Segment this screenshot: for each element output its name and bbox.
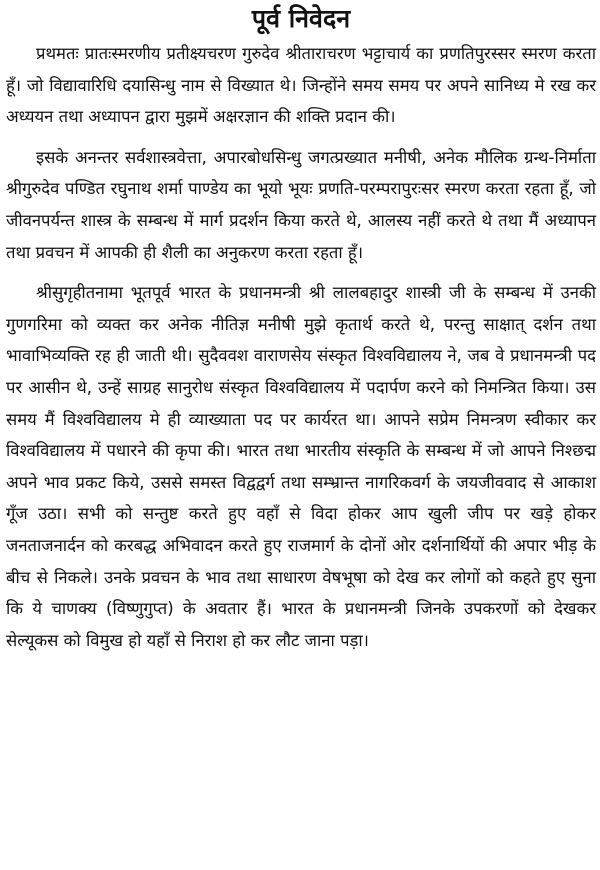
page-title: पूर्व निवेदन [251, 4, 351, 33]
paragraph-3: श्रीसुगृहीतनामा भूतपूर्व भारत के प्रधानमन्त्री श्री लालबहादुर शास्त्री जी के सम्बन्ध में उनकी गुणगरिमा को व्यक्त कर अनेक नीतिज्ञ मनीषी मुझे कृतार्थ करते थे, परन्तु साक्षात् दर्शन तथा भावाभिव्यक्ति रह ही जाती थी। सुदैववश वाराणसेय संस्कृत विश्वविद्यालय ने, जब वे प्रधानमन्त्री पद पर आसीन थे, उन्हें साग्रह सानुरोध संस्कृत विश्वविद्यालय में पदार्पण करने को निमन्त्रित किया। उस समय मैं विश्वविद्यालय मे ही व्याख्याता पद पर कार्यरत था। आपने सप्रेम निमन्त्रण स्वीकार कर विश्वविद्यालय में पधारने की कृपा की। भारत तथा भारतीय संस्कृति के सम्बन्ध में जो आपने निश्छद्म अपने भाव प्रकट किये, उससे समस्त विद्वद्वर्ग तथा सम्भ्रान्त नागरिकवर्ग के जयजीववाद से आकाश गूँज उठा। सभी को सन्तुष्ट करते हुए वहाँ से विदा होकर आप खुली जीप पर खड़े होकर जनताजनार्दन को करबद्ध अभिवादन करते हुए राजमार्ग के दोनों ओर दर्शनार्थियों की अपार भीड़ के बीच से निकले। उनके प्रवचन के भाव तथा साधारण वेषभूषा को देख कर लोगों को कहते हुए सुना कि ये चाणक्य (विष्णुगुप्त) के अवतार हैं। भारत के प्रधानमन्त्री जिनके उपकरणों को देखकर सेल्यूकस को विमुख हो यहाँ से निराश हो कर लौट जाना पड़ा। [6, 283, 596, 650]
paragraph-2: इसके अनन्तर सर्वशास्त्रवेत्ता, अपारबोधसिन्धु जगत्प्रख्यात मनीषी, अनेक मौलिक ग्रन्थ-निर्माता श्रीगुरुदेव पण्डित रघुनाथ शर्मा पाण्डेय का भूयो भूयः प्रणति-परम्परापुरःसर स्मरण करता रहता हूँ, जो जीवनपर्यन्त शास्त्र के सम्बन्ध में मार्ग प्रदर्शन किया करते थे, आलस्य नहीं करते थे तथा मैं अध्यापन तथा प्रवचन में आपकी ही शैली का अनुकरण करता रहता हूँ। [6, 147, 596, 262]
paragraph-1: प्रथमतः प्रातःस्मरणीय प्रतीक्ष्यचरण गुरुदेव श्रीताराचरण भट्टाचार्य का प्रणतिपुरस्सर स्मरण करता हूँ। जो विद्यावारिधि दयासिन्धु नाम से विख्यात थे। जिन्होंने समय समय पर अपने सानिध्य मे रख कर अध्ययन तथा अध्यापन द्वारा मुझमें अक्षरज्ञान की शक्ति प्रदान की। [6, 44, 596, 127]
